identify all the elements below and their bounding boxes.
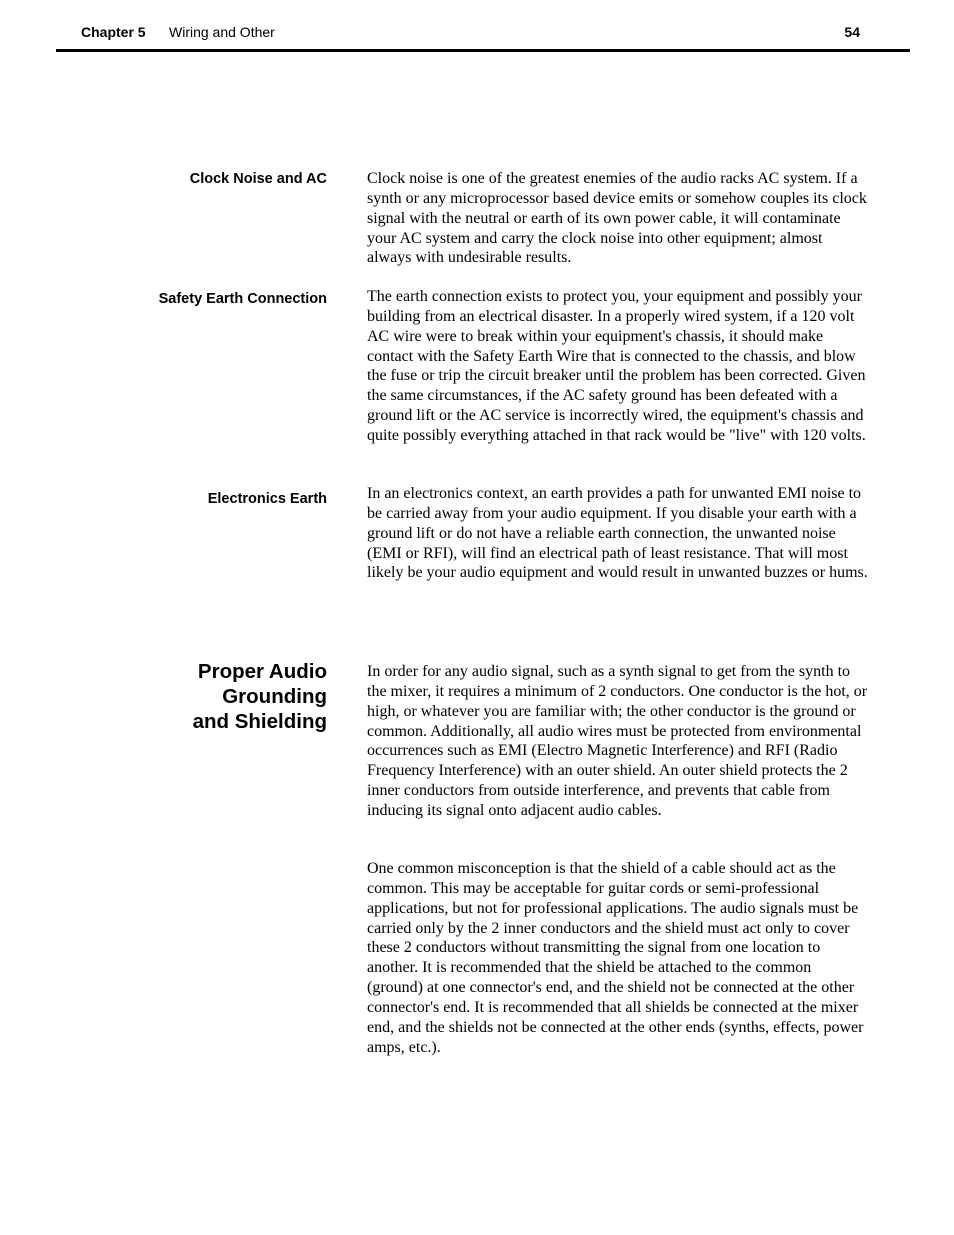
electronics-earth-heading: Electronics Earth (207, 491, 327, 507)
safety-earth-heading: Safety Earth Connection (158, 291, 327, 307)
grounding-heading-line-2: Grounding (222, 685, 327, 708)
safety-earth-paragraph: The earth connection exists to protect you, your equipment and possibly your building from an electrical disaster. In a properly wired system, if a 120 volt AC wire were to break within your equipment's chassis, it should make contact with the Safety Earth Wire that is connected to the chassis, and blow the fuse or trip the circuit breaker until the problem has been corrected. Given the same circumstances, if the AC safety ground has been defeated with a ground lift or the AC service is incorrectly wired, the equipment's chassis and quite possibly everything attached in that rack would be "live" with 120 volts. (367, 288, 866, 444)
chapter-label: Chapter 5 (81, 24, 146, 40)
grounding-paragraph-1: In order for any audio signal, such as a synth signal to get from the synth to the mixer, it requires a minimum of 2 conductors. One conductor is the hot, or high, or whatever you are familiar with; the other conductor is the ground or common. Additionally, all audio wires must be protected from environmental occurrences such as EMI (Electro Magnetic Interference) and RFI (Radio Frequency Interference) with an outer shield. An outer shield protects the 2 inner conductors from outside interference, and prevents that cable from inducing its signal onto adjacent audio cables. (367, 663, 868, 819)
page-number: 54 (844, 24, 860, 40)
grounding-heading (67, 659, 327, 734)
clock-noise-paragraph: Clock noise is one of the greatest enemies of the audio racks AC system. If a synth or any microprocessor based device emits or somehow couples its clock signal with the neutral or earth of its own power cable, it will contaminate your AC system and carry the clock noise into other equipment; almost always with undesirable results. (367, 170, 867, 267)
grounding-heading-line-1: Proper Audio (197, 660, 327, 683)
clock-noise-heading: Clock Noise and AC (189, 171, 327, 187)
grounding-paragraph-2: One common misconception is that the shield of a cable should act as the common. This may be acceptable for guitar cords or semi-professional applications, but not for professional applications. The audio signals must be carried only by the 2 inner conductors and the shield must act only to cover these 2 conductors without transmitting the signal from one location to another. It is recommended that the shield be attached to the common (ground) at one connector's end, and the shield not be connected at the other connector's end. It is recommended that all shields be connected at the mixer end, and the shields not be connected at the other ends (synths, effects, power amps, etc.). (367, 860, 864, 1056)
page-header (56, 0, 910, 52)
electronics-earth-paragraph: In an electronics context, an earth provides a path for unwanted EMI noise to be carried away from your audio equipment. If you disable your earth with a ground lift or do not have a reliable earth connection, the unwanted noise (EMI or RFI), will find an electrical path of least resistance. That will most likely be your audio equipment and would result in unwanted buzzes or hums. (367, 485, 868, 582)
chapter-title: Wiring and Other (169, 24, 275, 40)
grounding-heading-line-3: and Shielding (192, 710, 327, 733)
